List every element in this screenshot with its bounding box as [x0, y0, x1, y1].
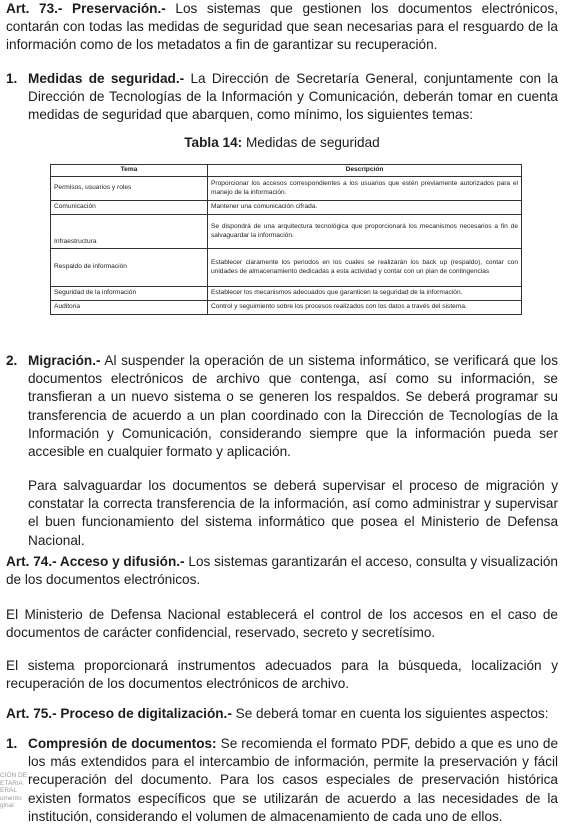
table-cell-tema: Respaldo de información [51, 249, 208, 287]
table-row [51, 249, 522, 287]
art75-heading: Art. 75.- Proceso de digitalización.- [6, 706, 232, 721]
item-heading: Medidas de seguridad.- [28, 71, 185, 86]
table-cell-descripcion: Establecer claramente los periodos en los cuales se realizarán los back up (respaldo), contar con unidades de almacenamiento dedicadas a esta actividad y contar con un plan de contingencias [208, 249, 522, 287]
item-text: Al suspender la operación de un sistema informático, se verificará que los documentos electrónicos de archivo que contenga, así como su información, se transfieran a un nuevo sistema o se generen los respaldos. Se deberá programar su transferencia de acuerdo a un plan coordinado con la Dirección de Tecnologías de la Información y Comunicación, considerando siempre que la información pueda ser accesible en cualquier formato y aplicación. [28, 353, 558, 460]
table-cell-descripcion: Mantener una comunicación cifrada. [208, 201, 522, 215]
table-caption-text: Medidas de seguridad [242, 135, 380, 150]
art75-text: Se deberá tomar en cuenta los siguientes aspectos: [231, 706, 549, 721]
art74-paragraph-3: El sistema proporcionará instrumentos adecuados para la búsqueda, localización y recuperación de los documentos electrónicos de archivo. [6, 658, 558, 692]
art73-paragraph [6, 0, 558, 55]
table-caption [6, 135, 558, 150]
art74-paragraph-2: El Ministerio de Defensa Nacional establecerá el control de los accesos en el caso de documentos de carácter confidencial, reservado, secreto y secretísimo. [6, 607, 558, 641]
table-cell-tema: Infraestructura [51, 215, 208, 249]
item-medidas-seguridad [6, 70, 559, 125]
table-caption-label: Tabla 14: [184, 135, 243, 150]
table-row [51, 201, 522, 215]
item-number: 1. [6, 736, 18, 751]
table-cell-descripcion: Control y seguimiento sobre los procesos realizados con los datos a través del sistema. [208, 301, 522, 315]
table-row [51, 215, 522, 249]
table-cell-descripcion: Proporcionar los accesos correspondientes a los usuarios que estén previamente autorizados para el manejo de la información. [208, 177, 522, 201]
art74-heading: Art. 74.- Acceso y difusión.- [6, 554, 185, 569]
item-heading: Compresión de documentos: [28, 736, 217, 751]
table-header-row [51, 165, 522, 177]
art73-text: Los sistemas que gestionen los documentos electrónicos, contarán con todas las medidas de seguridad que sean necesarias para el resguardo de la información como de los metadatos a fin de garantizar su recuperación. [6, 1, 558, 53]
table-header-descripcion: Descripción [208, 165, 522, 177]
stamp-line: ginal [0, 802, 14, 809]
migracion-paragraph-2: Para salvaguardar los documentos se deberá supervisar el proceso de migración y constatar la correcta transferencia de la información, así como administrar y supervisar el buen funcionamiento del sistema informático que posea el Ministerio de Defensa Nacional. [28, 478, 558, 548]
security-measures-table [50, 164, 522, 315]
item-number: 2. [6, 353, 18, 368]
table-cell-descripcion: Se dispondrá de una arquitectura tecnológica que proporcionará los mecanismos necesarios a fin de salvaguardar la información. [208, 215, 522, 249]
table-row [51, 287, 522, 301]
stamp-line: ERAL [0, 787, 17, 794]
table-row [51, 301, 522, 315]
archive-stamp [0, 772, 36, 810]
art73-heading: Art. 73.- Preservación.- [6, 1, 166, 16]
art74-paragraph [6, 553, 558, 589]
art75-paragraph [6, 705, 558, 723]
art74-text: Los sistemas garantizarán el acceso, consulta y visualización de los documentos electrónicos. [6, 554, 558, 588]
table-cell-tema: Seguridad de la información [51, 287, 208, 301]
item-text: Se recomienda el formato PDF, debido a que es uno de los más extendidos para el intercambio de información, permite la preservación y fácil recuperación del documento. Para los casos especiales de preservación histórica existen formatos específicos que se utilizarán de acuerdo a las necesidades de la institución, considerando el volumen de almacenamiento de cada uno de ellos. [28, 736, 559, 824]
table-row [51, 177, 522, 201]
stamp-line: CIÓN DE [0, 772, 28, 779]
stamp-line: ETARIA [0, 779, 23, 787]
item-heading: Migración.- [28, 353, 101, 368]
table-cell-tema: Permisos, usuarios y roles [51, 177, 208, 201]
stamp-line: umento [0, 794, 22, 802]
table-cell-tema: Comunicación [51, 201, 208, 215]
table-cell-tema: Auditoria [51, 301, 208, 315]
item-number: 1. [6, 71, 18, 86]
item-migracion [6, 352, 558, 461]
table-cell-descripcion: Establecer los mecanismos adecuados que garanticen la seguridad de la información. [208, 287, 522, 301]
item-text: La Dirección de Secretaría General, conjuntamente con la Dirección de Tecnologías de la Información y Comunicación, deberán tomar en cuenta medidas de seguridad que abarquen, como mínimo, los siguientes temas: [28, 71, 559, 123]
table-header-tema: Tema [51, 165, 208, 177]
